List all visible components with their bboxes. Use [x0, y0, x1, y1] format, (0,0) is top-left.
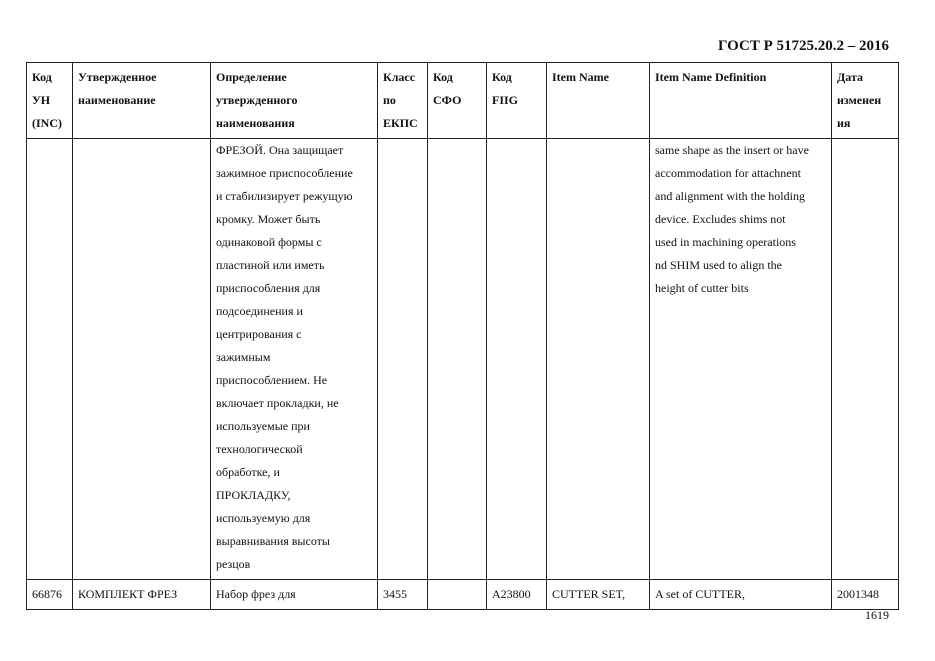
header-date: Дата изменен ия — [832, 63, 899, 139]
header-item-name-definition: Item Name Definition — [650, 63, 832, 139]
header-fiig: Код FIIG — [487, 63, 547, 139]
cell-sfo — [428, 580, 487, 610]
table-row-continuation — [27, 139, 899, 580]
header-sfo: Код СФО — [428, 63, 487, 139]
cell-class: 3455 — [378, 580, 428, 610]
cell-approved-name: КОМПЛЕКТ ФРЕЗ — [73, 580, 211, 610]
cell-date: 2001348 — [832, 580, 899, 610]
cell-item-name: CUTTER SET, — [547, 580, 650, 610]
cell-date-empty — [832, 139, 899, 580]
cell-inc: 66876 — [27, 580, 73, 610]
header-approved-name: Утвержденное наименование — [73, 63, 211, 139]
header-inc: Код УН (INC) — [27, 63, 73, 139]
cell-definition-en-continued: same shape as the insert or have accommodation for attachnent and alignment with the holding device. Excludes shims not used in machining operations nd SHIM used to align the height of cutter bits — [650, 139, 832, 580]
cell-name-empty — [73, 139, 211, 580]
nomenclature-table — [26, 62, 899, 610]
header-item-name: Item Name — [547, 63, 650, 139]
cell-class-empty — [378, 139, 428, 580]
table-header-row — [27, 63, 899, 139]
cell-fiig: A23800 — [487, 580, 547, 610]
document-standard-number: ГОСТ Р 51725.20.2 – 2016 — [717, 38, 889, 54]
header-definition-ru: Определение утвержденного наименования — [211, 63, 378, 139]
header-class: Класс по ЕКПС — [378, 63, 428, 139]
cell-sfo-empty — [428, 139, 487, 580]
cell-definition-ru: Набор фрез для — [211, 580, 378, 610]
cell-item-name-definition: A set of CUTTER, — [650, 580, 832, 610]
cell-item-name-empty — [547, 139, 650, 580]
cell-definition-ru-continued: ФРЕЗОЙ. Она защищает зажимное приспособление и стабилизирует режущую кромку. Может быть одинаковой формы с пластиной или иметь приспособления для подсоединения и центрирования с зажимным приспособлением. Не включает прокладки, не используемые при технологической обработке, и ПРОКЛАДКУ, используемую для выравнивания высоты резцов — [211, 139, 378, 580]
table-row — [27, 580, 899, 610]
cell-fiig-empty — [487, 139, 547, 580]
cell-inc-empty — [27, 139, 73, 580]
page-number: 1619 — [865, 608, 889, 622]
